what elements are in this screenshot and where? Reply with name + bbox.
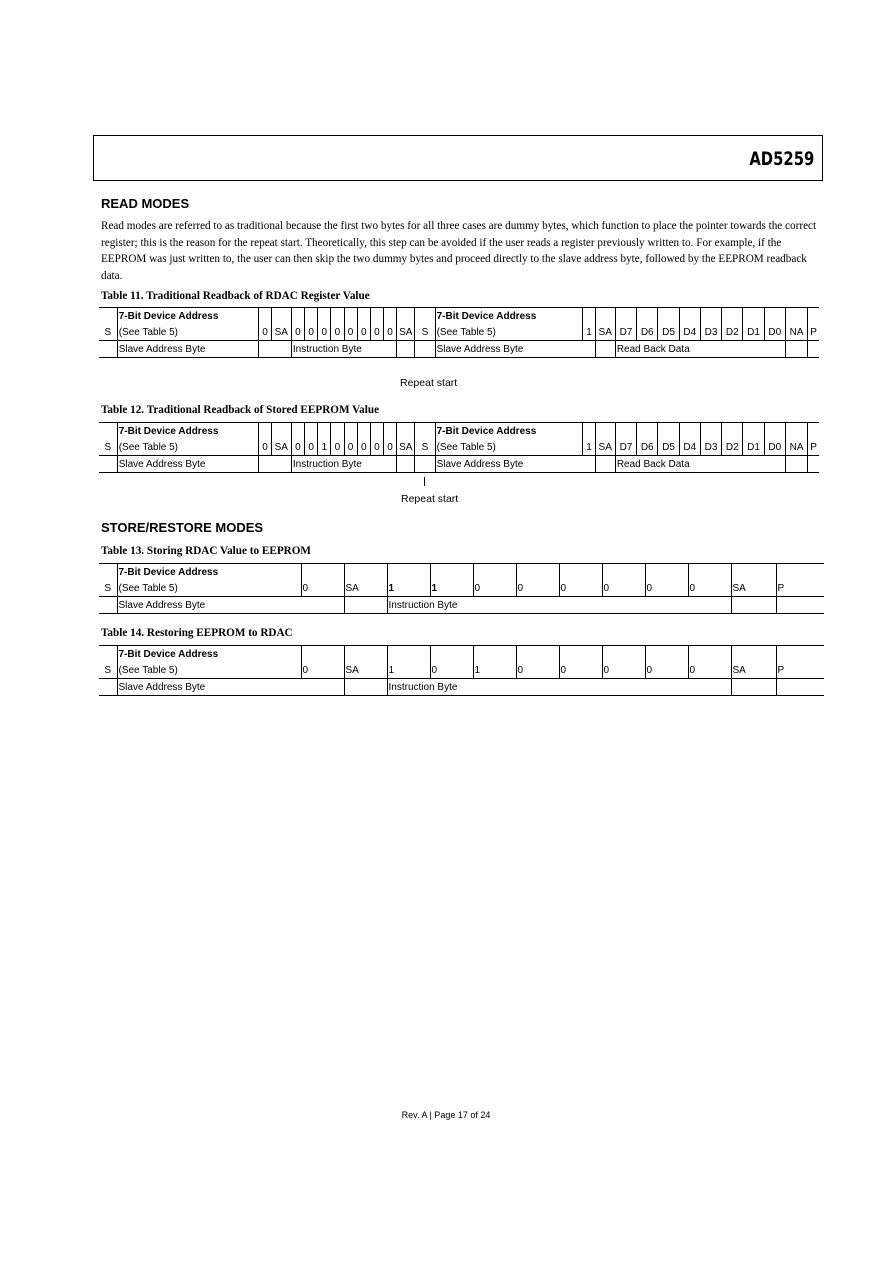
table14-instr-bit: 0	[559, 662, 602, 679]
table12-slave-label: Slave Address Byte	[117, 456, 259, 473]
table14-instr-bit: 1	[473, 662, 516, 679]
table14-s: S	[99, 662, 117, 679]
table14-caption: Table 14. Restoring EEPROM to RDAC	[101, 627, 293, 639]
table12-repeat-start: Repeat start	[401, 493, 459, 505]
table13-bit0: 0	[301, 580, 344, 597]
table13-caption: Table 13. Storing RDAC Value to EEPROM	[101, 545, 311, 557]
table13-slave-label: Slave Address Byte	[117, 597, 344, 614]
table12-instr-bit: 0	[331, 439, 344, 456]
table12-instr-label: Instruction Byte	[291, 456, 396, 473]
table13-instr-label: Instruction Byte	[387, 597, 731, 614]
table14-instr-bit: 0	[430, 662, 473, 679]
table13-s: S	[99, 580, 117, 597]
table11-data-bit: D3	[700, 324, 721, 341]
table13-instr-bit: 0	[473, 580, 516, 597]
table11-instr-bit: 0	[344, 324, 357, 341]
table11-addr-see: (See Table 5)	[117, 324, 259, 341]
store-restore-heading: STORE/RESTORE MODES	[101, 520, 264, 535]
table12-bit: SA	[595, 439, 615, 456]
table11-instr-bit: 0	[357, 324, 370, 341]
table11-data-bit: D0	[764, 324, 785, 341]
table12-instr-bit: 0	[344, 439, 357, 456]
table14-instr-bit: 1	[387, 662, 430, 679]
table12-bit: 0	[259, 439, 271, 456]
table12-p: P	[808, 439, 819, 456]
table12	[99, 422, 819, 473]
table11-data-bit: D4	[679, 324, 700, 341]
table12-data-bit: D6	[637, 439, 658, 456]
table12-sa: SA	[397, 439, 415, 456]
table12-data-bit: D0	[764, 439, 785, 456]
table14	[99, 645, 824, 696]
table11-data-bit: D5	[658, 324, 679, 341]
table13	[99, 563, 824, 614]
table12-addr-see: (See Table 5)	[117, 439, 259, 456]
table12-caption: Table 12. Traditional Readback of Stored EEPROM Value	[101, 404, 380, 416]
table12-instr-bit: 0	[383, 439, 396, 456]
part-number: AD5259	[748, 148, 814, 170]
table11-data-bit: D2	[722, 324, 743, 341]
table14-instr-bit: 0	[602, 662, 645, 679]
table13-addr-title: 7-Bit Device Address	[117, 564, 301, 581]
table11-instr-bit: 0	[383, 324, 396, 341]
table12-read-label: Read Back Data	[615, 456, 785, 473]
table11-instr-bit: 0	[305, 324, 318, 341]
table11-p: P	[808, 324, 819, 341]
table11-bit: 1	[583, 324, 595, 341]
read-modes-paragraph: Read modes are referred to as traditional because the first two bytes for all three cases are dummy bytes, which function to place the pointer towards the correct register; this is the reason for the repeat start. Theoretically, this step can be avoided if the user reads a register previously written to. For example, if the EEPROM was just written to, the user can then skip the two dummy bytes and proceed directly to the slave address byte, followed by the EEPROM readback data.	[101, 220, 817, 282]
table11-addr-title: 7-Bit Device Address	[117, 308, 259, 325]
table12-addr2-title: 7-Bit Device Address	[435, 423, 583, 440]
table13-instr-bit: 0	[688, 580, 731, 597]
table11-instr-bit: 0	[370, 324, 383, 341]
table12-bit: 1	[583, 439, 595, 456]
table11-s: S	[99, 324, 117, 341]
table11-addr2-title: 7-Bit Device Address	[435, 308, 583, 325]
table12-slave2-label: Slave Address Byte	[435, 456, 595, 473]
table13-instr-bit: 0	[645, 580, 688, 597]
table14-bit0: 0	[301, 662, 344, 679]
table14-addr-title: 7-Bit Device Address	[117, 646, 301, 663]
table11-instr-bit: 0	[331, 324, 344, 341]
page-footer: Rev. A | Page 17 of 24	[401, 1110, 491, 1120]
table12-addr2-see: (See Table 5)	[435, 439, 583, 456]
table12-instr-bit: 0	[357, 439, 370, 456]
table11-caption: Table 11. Traditional Readback of RDAC Register Value	[101, 290, 370, 302]
table12-addr-title: 7-Bit Device Address	[117, 423, 259, 440]
table11-bit: SA	[271, 324, 291, 341]
table14-p: P	[776, 662, 824, 679]
table11-bit: SA	[595, 324, 615, 341]
table12-s2: S	[415, 439, 435, 456]
table12-bit: SA	[271, 439, 291, 456]
table14-sa: SA	[344, 662, 387, 679]
table11-bit: 0	[259, 324, 271, 341]
table12-instr-bit: 0	[305, 439, 318, 456]
table11-s2: S	[415, 324, 435, 341]
table14-sa2: SA	[731, 662, 776, 679]
table11-slave2-label: Slave Address Byte	[435, 341, 595, 358]
repeat-start-marker	[424, 477, 425, 486]
table13-instr-bit: 0	[602, 580, 645, 597]
table12-data-bit: D7	[615, 439, 636, 456]
table13-instr-bit: 0	[516, 580, 559, 597]
table12-s: S	[99, 439, 117, 456]
table11-data-bit: D1	[743, 324, 764, 341]
read-modes-heading: READ MODES	[101, 196, 190, 211]
table12-na: NA	[785, 439, 807, 456]
table12-data-bit: D4	[679, 439, 700, 456]
table13-sa: SA	[344, 580, 387, 597]
table12-data-bit: D5	[658, 439, 679, 456]
table11-instr-label: Instruction Byte	[291, 341, 396, 358]
table11-data-bit: D6	[637, 324, 658, 341]
table11-read-label: Read Back Data	[615, 341, 785, 358]
table12-data-bit: D3	[700, 439, 721, 456]
table11-instr-bit: 0	[291, 324, 304, 341]
table13-sa2: SA	[731, 580, 776, 597]
table14-instr-bit: 0	[516, 662, 559, 679]
table14-instr-bit: 0	[645, 662, 688, 679]
table11-addr2-see: (See Table 5)	[435, 324, 583, 341]
table11	[99, 307, 819, 358]
table11-sa: SA	[397, 324, 415, 341]
table12-data-bit: D1	[743, 439, 764, 456]
table14-slave-label: Slave Address Byte	[117, 679, 344, 696]
table11-repeat-start: Repeat start	[400, 377, 458, 389]
table13-instr-bit: 1	[430, 580, 473, 597]
table11-na: NA	[785, 324, 807, 341]
table11-slave-label: Slave Address Byte	[117, 341, 259, 358]
table13-p: P	[776, 580, 824, 597]
table12-data-bit: D2	[722, 439, 743, 456]
table14-addr-see: (See Table 5)	[117, 662, 301, 679]
table12-instr-bit: 0	[291, 439, 304, 456]
table14-instr-label: Instruction Byte	[387, 679, 731, 696]
page-header	[93, 135, 823, 181]
table12-instr-bit: 1	[318, 439, 331, 456]
table13-instr-bit: 1	[387, 580, 430, 597]
table13-addr-see: (See Table 5)	[117, 580, 301, 597]
table13-instr-bit: 0	[559, 580, 602, 597]
table11-data-bit: D7	[615, 324, 636, 341]
table14-instr-bit: 0	[688, 662, 731, 679]
table12-instr-bit: 0	[370, 439, 383, 456]
table11-instr-bit: 0	[318, 324, 331, 341]
